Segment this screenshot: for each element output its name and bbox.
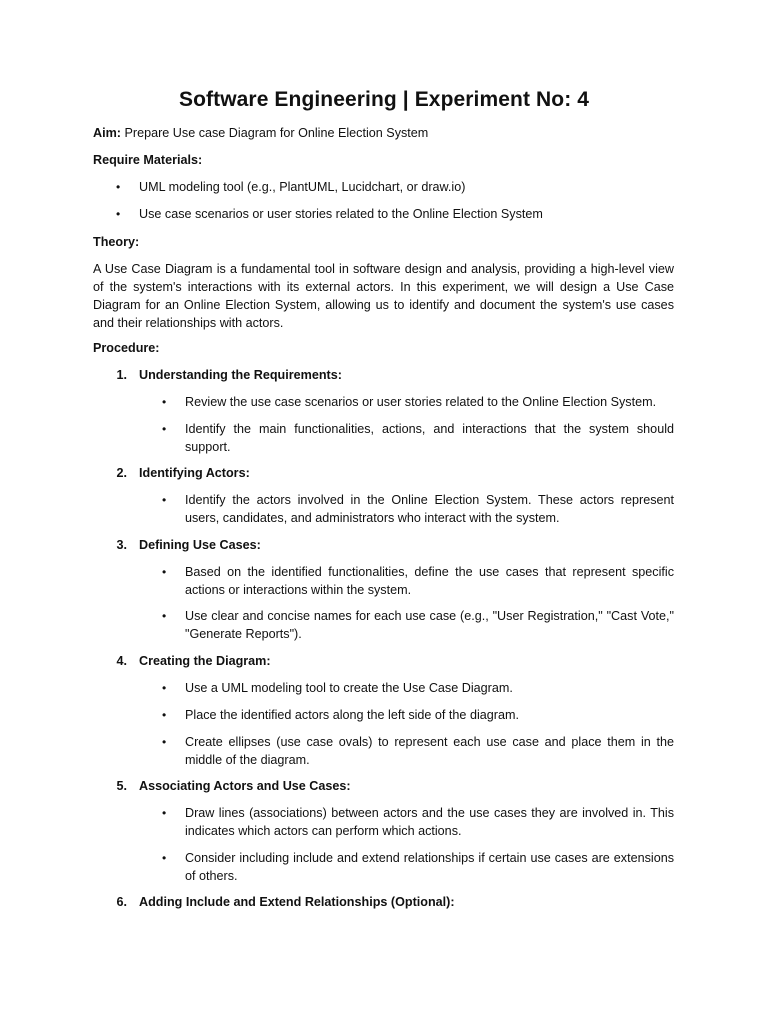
step-number: 4. xyxy=(116,654,127,668)
bullet-glyph: • xyxy=(162,806,167,820)
step-title: Identifying Actors: xyxy=(139,466,250,480)
step-bullet: Review the use case scenarios or user stories related to the Online Election System. xyxy=(185,395,657,409)
bullet-glyph: • xyxy=(162,735,167,749)
step-number: 3. xyxy=(116,538,127,552)
bullet-glyph: • xyxy=(162,681,167,695)
bullet-glyph: • xyxy=(162,565,167,579)
step-title: Adding Include and Extend Relationships (Optional): xyxy=(139,895,455,909)
step-number: 5. xyxy=(116,779,127,793)
bullet-glyph: • xyxy=(162,609,167,623)
bullet-glyph: • xyxy=(116,180,121,194)
step-bullet: Identify the main functionalities, actions, and interactions that the system should support. xyxy=(185,422,674,454)
step-number: 2. xyxy=(116,466,127,480)
materials-item: UML modeling tool (e.g., PlantUML, Lucidchart, or draw.io) xyxy=(139,180,466,194)
theory-heading: Theory: xyxy=(93,235,140,249)
bullet-glyph: • xyxy=(162,708,167,722)
step-bullet: Consider including include and extend relationships if certain use cases are extensions of others. xyxy=(185,851,674,883)
bullet-glyph: • xyxy=(162,422,167,436)
step-bullet: Use clear and concise names for each use case (e.g., "User Registration," "Cast Vote," "Generate Reports"). xyxy=(185,609,674,641)
step-bullet: Identify the actors involved in the Online Election System. These actors represent users, candidates, and administrators who interact with the system. xyxy=(185,493,674,525)
step-title: Defining Use Cases: xyxy=(139,538,261,552)
procedure-heading: Procedure: xyxy=(93,341,160,355)
materials-item: Use case scenarios or user stories related to the Online Election System xyxy=(139,207,543,221)
aim-text: Prepare Use case Diagram for Online Election System xyxy=(124,126,429,140)
step-number: 6. xyxy=(116,895,127,909)
aim-label: Aim: xyxy=(93,126,121,140)
step-bullet: Use a UML modeling tool to create the Use Case Diagram. xyxy=(185,681,513,695)
bullet-glyph: • xyxy=(116,207,121,221)
step-bullet: Place the identified actors along the left side of the diagram. xyxy=(185,708,519,722)
bullet-glyph: • xyxy=(162,851,167,865)
bullet-glyph: • xyxy=(162,493,167,507)
materials-heading: Require Materials: xyxy=(93,153,203,167)
step-title: Associating Actors and Use Cases: xyxy=(139,779,351,793)
step-title: Creating the Diagram: xyxy=(139,654,271,668)
bullet-glyph: • xyxy=(162,395,167,409)
aim-line xyxy=(93,124,428,142)
step-bullet: Draw lines (associations) between actors and the use cases they are involved in. This indicates which actors can perform which actions. xyxy=(185,806,674,838)
step-title: Understanding the Requirements: xyxy=(139,368,342,382)
step-bullet: Create ellipses (use case ovals) to represent each use case and place them in the middle of the diagram. xyxy=(185,735,674,767)
theory-paragraph: A Use Case Diagram is a fundamental tool in software design and analysis, providing a high-level view of the system's interactions with its external actors. In this experiment, we will design a Use Case Diagram for an Online Election System, allowing us to identify and document the system's use cases and their relationships with actors. xyxy=(93,262,674,330)
step-number: 1. xyxy=(116,368,127,382)
page-title: Software Engineering | Experiment No: 4 xyxy=(178,88,590,111)
step-bullet: Based on the identified functionalities, define the use cases that represent specific actions or interactions within the system. xyxy=(185,565,674,597)
